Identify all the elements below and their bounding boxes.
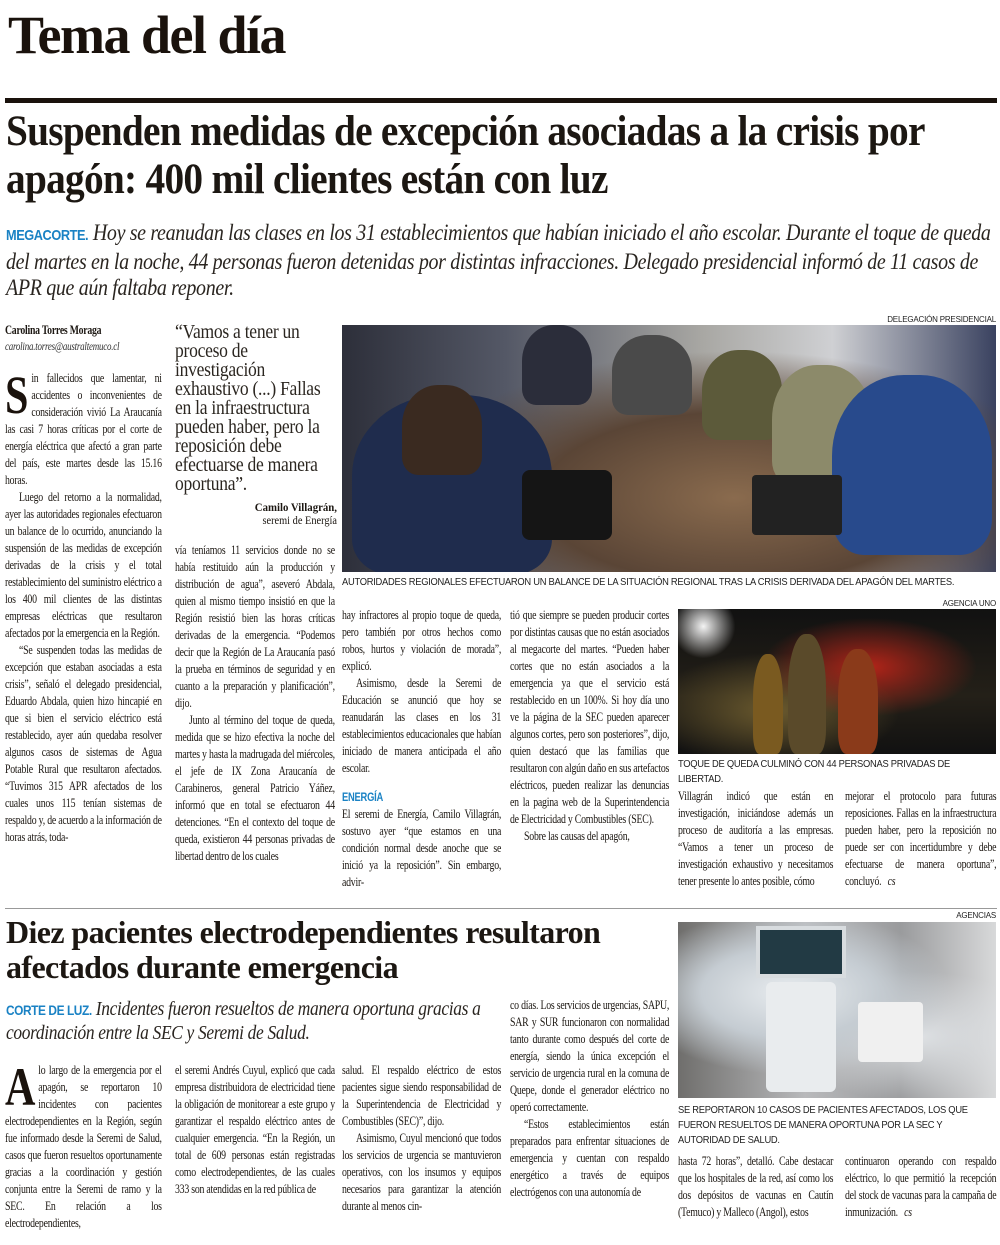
paragraph: hasta 72 horas”, detalló. Cabe destacar que los hospitales de la red, así como los dos depósitos de vacunas en Cautín (Temuco) y Malleco (Angol), estos xyxy=(678,1154,834,1219)
paragraph: “Se suspenden todas las medidas de excepción que estaban asociadas a esta crisis”, señaló el delegado presidencial, Eduardo Abdala, quien hizo hincapié en que si bien el servicio eléctrico está restablecido, ayer aún quedaba resolver algunos casos de sistemas de Agua Potable Rural que resultaron afectados. “Tuvimos 315 APR afectados de los cuales unos 115 tenían sistemas de respaldo y, de acuerdo a la información de horas atrás, toda- xyxy=(5,643,162,844)
second-column-3 xyxy=(342,1062,501,1215)
paragraph: Junto al término del toque de queda, medida que se hizo efectiva la noche del martes y hasta la madrugada del miércoles, el jefe de IX Zona Araucanía de Carabineros, general Patricio Yáñez, informó que en total se efectuaron 44 detenciones. “En el contexto del toque de queda, existieron 44 personas privadas de libertad dentro de los cuales xyxy=(175,713,335,863)
paragraph: Luego del retorno a la normalidad, ayer las autoridades regionales efectuaron un balance de lo ocurrido, anunciando la suspensión de las medidas de excepción derivadas de la crisis y el total restablecimiento del suministro eléctrico a los 400 mil clientes de las distintas empresas eléctricas que resultaron afectados por la emergencia en la Región. xyxy=(5,490,162,640)
meeting-photo xyxy=(342,325,996,572)
second-column-1 xyxy=(5,1057,162,1232)
paragraph: Asimismo, Cuyul mencionó que todos los servicios de urgencia se mantuvieron operativos, con los insumos y equipos necesarios para garantizar la atención durante al menos cin- xyxy=(342,1131,502,1213)
deck-tag: MEGACORTE. xyxy=(6,227,89,244)
second-column-6 xyxy=(845,1153,996,1221)
second-column-5 xyxy=(678,1153,833,1221)
paragraph: Sin fallecidos que lamentar, ni accidentes o inconvenientes de consideración vivió La Araucanía las casi 7 horas críticas por el corte de energía eléctrica que afectó a gran parte del país, este martes desde las 15.16 horas. xyxy=(5,365,162,487)
author-email[interactable]: carolina.torres@australtemuco.cl xyxy=(5,341,120,353)
end-mark-icon: cs xyxy=(904,1205,912,1219)
drop-cap: S xyxy=(5,365,29,425)
paragraph: El seremi de Energía, Camilo Villagrán, sostuvo ayer “que estamos en una condición normal desde anoche que se inició ya la reposición”. Sin embargo, advir- xyxy=(342,807,502,889)
drop-cap: A xyxy=(5,1057,36,1117)
second-column-4 xyxy=(510,997,669,1201)
article-column-2 xyxy=(175,542,335,865)
paragraph: hay infractores al propio toque de queda, pero también por otros hechos como robos, hurtos y violación de morada”, explicó. xyxy=(342,608,502,673)
paragraph: co días. Los servicios de urgencias, SAPU, SAR y SUR funcionaron con normalidad tanto durante como después del corte de energía, siendo la única excepción el servicio de urgencia rural en la comuna de Quepe, donde el generador eléctrico no operó correctamente. xyxy=(510,998,670,1114)
paragraph: “Estos establecimientos están preparados para enfrentar situaciones de emergencia y cuentan con respaldo energético a través de equipos electrógenos con una autonomía de xyxy=(510,1117,670,1199)
paragraph: Villagrán indicó que están en investigación, iniciándose además un proceso de auditoría a las empresas. “Vamos a tener un proceso de investigación exhaustivo y necesitamos tener presente lo antes posible, cómo xyxy=(678,789,834,888)
byline: Carolina Torres Moraga xyxy=(5,323,102,337)
article-column-1 xyxy=(5,322,162,846)
quote-role: seremi de Energía xyxy=(262,515,337,527)
second-column-2 xyxy=(175,1062,335,1198)
quote-author: Camilo Villagrán, xyxy=(254,500,337,514)
paragraph: tió que siempre se pueden producir cortes por distintas causas que no están asociados al megacorte del martes. “Pueden haber cortes que no están asociados a la emergencia ya que el servicio está restablecido en un 100%. Si hoy día uno ve la página de la SEC pueden aparecer algunos cortes, pero son posteriores”, dijo, quien destacó que las familias que resultaron con algún daño en sus artefactos eléctricos, pueden realizar las denuncias en la pagina web de la Superintendencia de Electricidad y Combustibles (SEC). xyxy=(510,608,670,826)
paragraph: continuaron operando con respaldo eléctrico, lo que permitió la recepción del stock de vacunas para la campaña de inmunización. cs xyxy=(845,1154,997,1219)
quote-text: “Vamos a tener un proceso de investigación exhaustivo (...) Fallas en la infraestructura pueden haber, pero la reposición debe efectuarse de manera oportuna”. xyxy=(175,322,321,495)
photo-credit: DELEGACIÓN PRESIDENCIAL xyxy=(887,315,996,324)
paragraph: Sobre las causas del apagón, xyxy=(524,829,630,843)
photo-credit: AGENCIA UNO xyxy=(942,599,996,608)
article-column-4 xyxy=(510,607,669,845)
article-column-3 xyxy=(342,607,501,891)
article-column-5 xyxy=(678,788,833,890)
paragraph: mejorar el protocolo para futuras reposiciones. Fallas en la infraestructura pueden haber, pero la reposición no puede ser con incertidumbre y debe efectuarse de manera oportuna”, concluyó. cs xyxy=(845,789,997,888)
second-deck xyxy=(6,998,499,1045)
paragraph: vía teníamos 11 servicios donde no se había restituido aún la producción y distribución de agua”, aseveró Abdala, quien al mismo tiempo insistió en que la Región resistió bien las horas críticas derivadas de la emergencia. “Podemos decir que la Región de La Araucanía pasó la prueba en términos de seguridad y en cuanto a la preparación y planificación”, dijo. xyxy=(175,543,335,710)
article-divider xyxy=(5,908,997,909)
paragraph: Asimismo, desde la Seremi de Educación se anunció que hoy se reanudarán las clases en los 31 establecimientos educacionales que habían iniciado de manera anticipada el año escolar. xyxy=(342,676,502,775)
photo-caption: SE REPORTARON 10 CASOS DE PACIENTES AFECTADOS, LOS QUE FUERON RESUELTOS DE MANERA OPORTUNA POR LA SEC Y AUTORIDAD DE SALUD. xyxy=(678,1105,968,1146)
main-headline: Suspenden medidas de excepción asociadas a la crisis por apagón: 400 mil clientes están con luz xyxy=(6,108,924,203)
deck-tag: CORTE DE LUZ. xyxy=(6,1002,92,1018)
photo-caption: TOQUE DE QUEDA CULMINÓ CON 44 PERSONAS PRIVADAS DE LIBERTAD. xyxy=(678,759,950,785)
medical-equipment-photo xyxy=(678,922,996,1098)
photo-caption: AUTORIDADES REGIONALES EFECTUARON UN BALANCE DE LA SITUACIÓN REGIONAL TRAS LA CRISIS DERIVADA DEL APAGÓN DEL MARTES. xyxy=(342,577,955,588)
paragraph: Alo largo de la emergencia por el apagón, se reportaron 10 incidentes con pacientes electrodependientes en la Región, según fue informado desde la Seremi de Salud, casos que fueron resueltos oportunamente gracias a la coordinación y gestión conjunta entre la Seremi de ramo y la SEC. En relación a los electrodependientes, xyxy=(5,1057,162,1230)
deck-text: Incidentes fueron resueltos de manera oportuna gracias a coordinación entre la SEC y Seremi de Salud. xyxy=(6,998,481,1044)
photo-credit: AGENCIAS xyxy=(956,911,996,920)
end-mark-icon: cs xyxy=(887,874,896,888)
section-rule xyxy=(5,98,997,103)
deck-text: Hoy se reanudan las clases en los 31 establecimientos que habían iniciado el año escolar. Durante el toque de queda del martes en la noche, 44 personas fueron detenidas por distintas infracciones. Delegado presidencial informó de 11 casos de APR que aún faltaba reponer. xyxy=(6,220,991,301)
subheading: ENERGÍA xyxy=(342,790,384,804)
second-headline: Diez pacientes electrodependientes resultaron afectados durante emergencia xyxy=(6,914,601,985)
main-deck xyxy=(6,220,996,301)
paragraph: salud. El respaldo eléctrico de estos pacientes sigue siendo responsabilidad de la Superintendencia de Electricidad y Combustibles (SEC)”, dijo. xyxy=(342,1063,502,1128)
paragraph: el seremi Andrés Cuyul, explicó que cada empresa distribuidora de electricidad tiene la obligación de monitorear a este grupo y garantizar el respaldo eléctrico antes de cualquier emergencia. “En la Región, un total de 609 personas están registradas como electrodependientes, de las cuales 333 son atendidas en la red pública de xyxy=(175,1063,335,1196)
pull-quote xyxy=(175,323,337,527)
section-title: Tema del día xyxy=(8,5,286,65)
curfew-photo xyxy=(678,609,996,754)
article-column-6 xyxy=(845,788,996,890)
